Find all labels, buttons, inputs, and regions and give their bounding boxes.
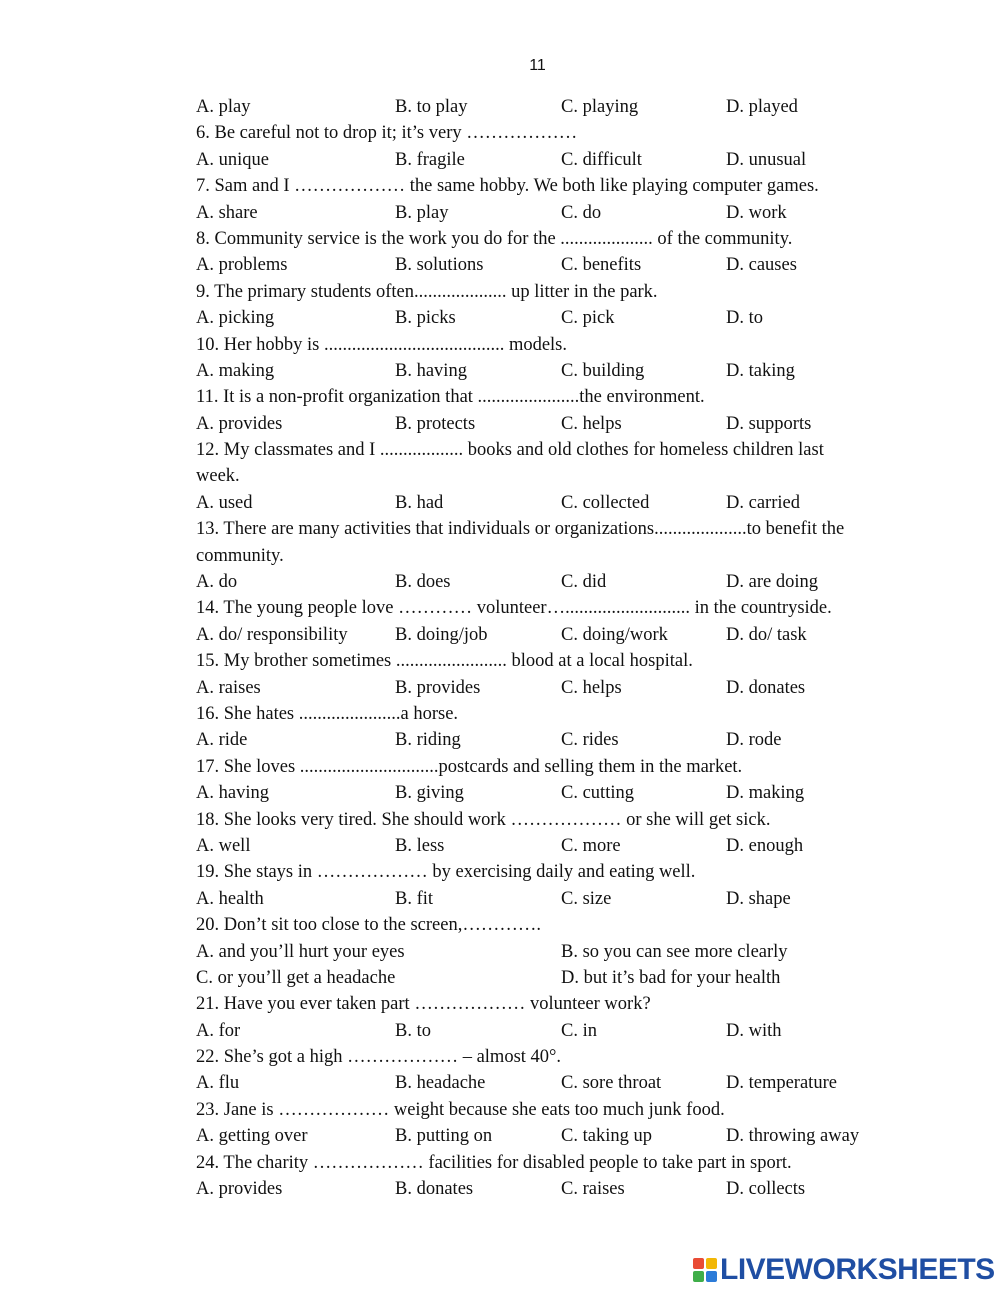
answer-option: B. provides bbox=[395, 677, 481, 698]
answer-option: C. did bbox=[561, 572, 607, 593]
answer-option: D. to bbox=[726, 308, 763, 329]
answer-options-row bbox=[196, 200, 896, 226]
question-text: 18. She looks very tired. She should work ……………… or she will get sick. bbox=[196, 809, 771, 830]
question-text: 15. My brother sometimes ........................ blood at a local hospital. bbox=[196, 651, 693, 672]
answer-options-row bbox=[196, 358, 896, 384]
answer-option: D. do/ task bbox=[726, 624, 807, 645]
question-text: community. bbox=[196, 545, 284, 566]
question-text: 9. The primary students often.................... up litter in the park. bbox=[196, 281, 658, 302]
answer-option: C. taking up bbox=[561, 1126, 652, 1147]
answer-options-row bbox=[196, 939, 896, 965]
answer-option: B. play bbox=[395, 202, 449, 223]
answer-option: D. temperature bbox=[726, 1073, 837, 1094]
answer-option: C. pick bbox=[561, 308, 615, 329]
answer-options-row bbox=[196, 1123, 896, 1149]
question-text: 16. She hates ......................a horse. bbox=[196, 703, 459, 724]
answer-option: A. problems bbox=[196, 255, 288, 276]
question-text: 23. Jane is ……………… weight because she eats too much junk food. bbox=[196, 1099, 725, 1120]
answer-option: B. had bbox=[395, 492, 444, 513]
answer-options-row bbox=[196, 833, 896, 859]
answer-option: B. giving bbox=[395, 783, 464, 804]
answer-option: D. enough bbox=[726, 835, 804, 856]
answer-option: C. helps bbox=[561, 677, 622, 698]
answer-options-row bbox=[196, 727, 896, 753]
answer-option: A. do/ responsibility bbox=[196, 624, 348, 645]
answer-options-row bbox=[196, 886, 896, 912]
answer-option: A. and you’ll hurt your eyes bbox=[196, 941, 405, 962]
answer-options-row bbox=[196, 780, 896, 806]
answer-option: C. or you’ll get a headache bbox=[196, 967, 396, 988]
answer-option: C. do bbox=[561, 202, 602, 223]
answer-option: A. getting over bbox=[196, 1126, 308, 1147]
answer-option: B. fragile bbox=[395, 149, 465, 170]
answer-options-row bbox=[196, 569, 896, 595]
answer-option: D. played bbox=[726, 97, 798, 117]
question-text: 24. The charity ……………… facilities for disabled people to take part in sport. bbox=[196, 1152, 792, 1173]
answer-option: A. flu bbox=[196, 1073, 240, 1094]
answer-option: B. having bbox=[395, 360, 467, 381]
answer-options-row bbox=[196, 1018, 896, 1044]
question-text: 20. Don’t sit too close to the screen,…………. bbox=[196, 915, 541, 936]
question-text: 12. My classmates and I .................. books and old clothes for homeless children last bbox=[196, 440, 824, 461]
answer-option: D. shape bbox=[726, 888, 791, 909]
answer-options-row bbox=[196, 305, 896, 331]
answer-option: A. share bbox=[196, 202, 258, 223]
answer-options-row bbox=[196, 675, 896, 701]
answer-option: C. difficult bbox=[561, 149, 642, 170]
question-text: 14. The young people love ………… volunteer…........................... in the countryside. bbox=[196, 598, 832, 619]
answer-option: A. used bbox=[196, 492, 253, 513]
answer-option: A. for bbox=[196, 1020, 241, 1041]
liveworksheets-mark-icon bbox=[693, 1258, 717, 1282]
answer-option: C. collected bbox=[561, 492, 650, 513]
question-text: 7. Sam and I ……………… the same hobby. We both like playing computer games. bbox=[196, 176, 819, 197]
answer-options-row bbox=[196, 94, 896, 120]
answer-option: A. play bbox=[196, 97, 251, 117]
answer-option: D. making bbox=[726, 783, 805, 804]
answer-option: C. helps bbox=[561, 413, 622, 434]
answer-option: D. donates bbox=[726, 677, 806, 698]
answer-option: D. carried bbox=[726, 492, 800, 513]
answer-option: A. provides bbox=[196, 413, 283, 434]
answer-option: D. collects bbox=[726, 1179, 806, 1200]
answer-options-row bbox=[196, 965, 896, 991]
answer-option: C. cutting bbox=[561, 783, 634, 804]
question-text: week. bbox=[196, 466, 240, 487]
answer-option: A. health bbox=[196, 888, 264, 909]
question-text: 8. Community service is the work you do for the .................... of the community. bbox=[196, 228, 793, 249]
answer-options-row bbox=[196, 1176, 896, 1202]
answer-option: D. are doing bbox=[726, 572, 818, 593]
answer-option: B. riding bbox=[395, 730, 461, 751]
answer-option: C. building bbox=[561, 360, 645, 381]
liveworksheets-logo bbox=[693, 1255, 995, 1285]
answer-option: C. sore throat bbox=[561, 1073, 662, 1094]
answer-option: A. raises bbox=[196, 677, 261, 698]
answer-option: B. solutions bbox=[395, 255, 484, 276]
question-text: 11. It is a non-profit organization that ......................the environment. bbox=[196, 387, 705, 408]
answer-option: D. supports bbox=[726, 413, 812, 434]
answer-option: D. but it’s bad for your health bbox=[561, 967, 781, 988]
answer-option: C. in bbox=[561, 1020, 597, 1041]
answer-option: B. to play bbox=[395, 97, 468, 117]
answer-options-row bbox=[196, 1070, 896, 1096]
answer-option: B. putting on bbox=[395, 1126, 493, 1147]
answer-option: B. picks bbox=[395, 308, 456, 329]
answer-option: D. work bbox=[726, 202, 787, 223]
answer-options-row bbox=[196, 490, 896, 516]
answer-option: B. does bbox=[395, 572, 451, 593]
question-text: 6. Be careful not to drop it; it’s very ……………… bbox=[196, 123, 578, 144]
question-text: 22. She’s got a high ……………… – almost 40°. bbox=[196, 1047, 562, 1068]
answer-options-row bbox=[196, 252, 896, 278]
answer-option: B. fit bbox=[395, 888, 434, 909]
answer-option: A. picking bbox=[196, 308, 275, 329]
question-text: 10. Her hobby is ....................................... models. bbox=[196, 334, 568, 355]
page-number: 11 bbox=[529, 57, 546, 74]
answer-options-row bbox=[196, 147, 896, 173]
worksheet-content bbox=[196, 94, 896, 1202]
answer-option: B. to bbox=[395, 1020, 431, 1041]
answer-option: C. doing/work bbox=[561, 624, 668, 645]
answer-option: A. unique bbox=[196, 149, 269, 170]
answer-option: A. making bbox=[196, 360, 275, 381]
answer-option: A. do bbox=[196, 572, 238, 593]
brand-name: LIVEWORKSHEETS bbox=[720, 1253, 995, 1286]
answer-option: B. doing/job bbox=[395, 624, 488, 645]
answer-option: B. headache bbox=[395, 1073, 486, 1094]
answer-option: A. having bbox=[196, 783, 269, 804]
answer-option: C. more bbox=[561, 835, 621, 856]
answer-options-row bbox=[196, 622, 896, 648]
answer-option: C. raises bbox=[561, 1179, 625, 1200]
answer-option: C. benefits bbox=[561, 255, 642, 276]
answer-option: D. taking bbox=[726, 360, 795, 381]
answer-option: C. rides bbox=[561, 730, 619, 751]
answer-option: D. rode bbox=[726, 730, 782, 751]
answer-option: A. ride bbox=[196, 730, 248, 751]
answer-option: D. unusual bbox=[726, 149, 807, 170]
answer-option: C. playing bbox=[561, 97, 639, 117]
answer-option: C. size bbox=[561, 888, 612, 909]
answer-option: B. less bbox=[395, 835, 445, 856]
question-text: 21. Have you ever taken part ……………… volunteer work? bbox=[196, 994, 651, 1015]
answer-option: A. well bbox=[196, 835, 251, 856]
answer-option: B. donates bbox=[395, 1179, 474, 1200]
question-text: 19. She stays in ……………… by exercising daily and eating well. bbox=[196, 862, 696, 883]
answer-option: A. provides bbox=[196, 1179, 283, 1200]
answer-option: D. throwing away bbox=[726, 1126, 860, 1147]
answer-option: B. protects bbox=[395, 413, 476, 434]
question-text: 13. There are many activities that individuals or organizations....................to benefit the bbox=[196, 519, 845, 540]
answer-option: D. with bbox=[726, 1020, 782, 1041]
answer-options-row bbox=[196, 411, 896, 437]
answer-option: B. so you can see more clearly bbox=[561, 941, 788, 962]
question-text: 17. She loves ..............................postcards and selling them in the market. bbox=[196, 756, 743, 777]
answer-option: D. causes bbox=[726, 255, 797, 276]
